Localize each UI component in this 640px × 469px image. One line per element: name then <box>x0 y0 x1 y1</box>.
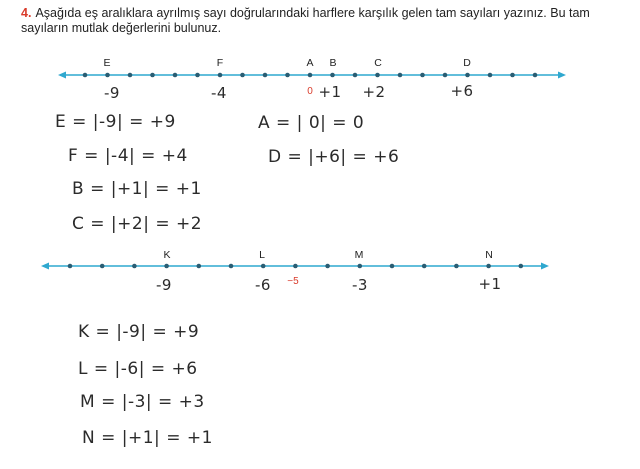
line1-value-f: -4 <box>211 84 227 102</box>
solution-f: F = |-4| = +4 <box>68 146 188 166</box>
line1-tick <box>285 73 290 78</box>
line1-value-d: +6 <box>450 82 474 100</box>
line1-tick <box>240 73 245 78</box>
line2-tick <box>132 264 137 269</box>
line1-value-b: +1 <box>318 83 342 101</box>
solution-e: E = |-9| = +9 <box>55 112 176 132</box>
line1-tick <box>465 73 470 78</box>
solution-n: N = |+1| = +1 <box>82 428 213 448</box>
solution-m: M = |-3| = +3 <box>80 392 205 412</box>
line2-tick <box>261 264 266 269</box>
line2-tick <box>358 264 363 269</box>
line1-tick <box>218 73 223 78</box>
line2-tick <box>68 264 73 269</box>
line1-tick <box>128 73 133 78</box>
line2-value-k: -9 <box>156 276 172 294</box>
line1-tick <box>150 73 155 78</box>
line2-value-m: -3 <box>352 276 368 294</box>
line1-tick <box>398 73 403 78</box>
line2-label-k: K <box>163 249 171 261</box>
solution-d: D = |+6| = +6 <box>268 147 400 167</box>
line1-zero-mark: 0 <box>307 86 313 97</box>
line1-tick <box>533 73 538 78</box>
solution-c: C = |+2| = +2 <box>72 214 203 234</box>
line1-tick <box>420 73 425 78</box>
line1-label-b: B <box>329 57 337 69</box>
line2-value-l: -6 <box>255 276 271 294</box>
line1-tick <box>510 73 515 78</box>
line2-printed-hint: −5 <box>287 276 299 287</box>
solution-l: L = |-6| = +6 <box>78 359 198 379</box>
line1-label-a: A <box>306 57 314 69</box>
line1-tick <box>308 73 313 78</box>
line1-value-c: +2 <box>362 83 386 101</box>
line1-value-e: -9 <box>104 84 120 102</box>
line1-tick <box>488 73 493 78</box>
line1-tick <box>375 73 380 78</box>
line1-label-e: E <box>103 57 111 69</box>
line1-tick <box>173 73 178 78</box>
number-line-2 <box>0 257 640 277</box>
line1-label-f: F <box>216 57 224 69</box>
solution-b: B = |+1| = +1 <box>72 179 202 199</box>
question-body: Aşağıda eş aralıklara ayrılmış sayı doğrularındaki harflere karşılık gelen tam sayıları yazınız. Bu tam sayıların mutlak değerlerini bulunuz. <box>21 6 590 35</box>
line1-tick <box>330 73 335 78</box>
line2-tick <box>293 264 298 269</box>
solution-a: A = | 0| = 0 <box>258 113 365 133</box>
solution-k: K = |-9| = +9 <box>78 322 200 342</box>
line1-label-c: C <box>374 57 382 69</box>
line1-tick <box>195 73 200 78</box>
line2-tick <box>486 264 491 269</box>
line2-tick <box>197 264 202 269</box>
line2-tick <box>100 264 105 269</box>
line1-tick <box>353 73 358 78</box>
line2-value-n: +1 <box>478 275 502 293</box>
line2-tick <box>422 264 427 269</box>
question-number: 4. <box>21 6 32 20</box>
line2-tick <box>454 264 459 269</box>
line1-tick <box>443 73 448 78</box>
question-text <box>21 6 621 36</box>
line2-tick <box>164 264 169 269</box>
line2-tick <box>325 264 330 269</box>
line1-tick <box>105 73 110 78</box>
line2-label-m: M <box>354 249 364 261</box>
line2-tick <box>229 264 234 269</box>
line1-tick <box>83 73 88 78</box>
line2-label-l: L <box>259 249 265 261</box>
line2-tick <box>390 264 395 269</box>
line2-tick <box>519 264 524 269</box>
line1-tick <box>263 73 268 78</box>
line1-label-d: D <box>463 57 471 69</box>
line2-label-n: N <box>485 249 493 261</box>
